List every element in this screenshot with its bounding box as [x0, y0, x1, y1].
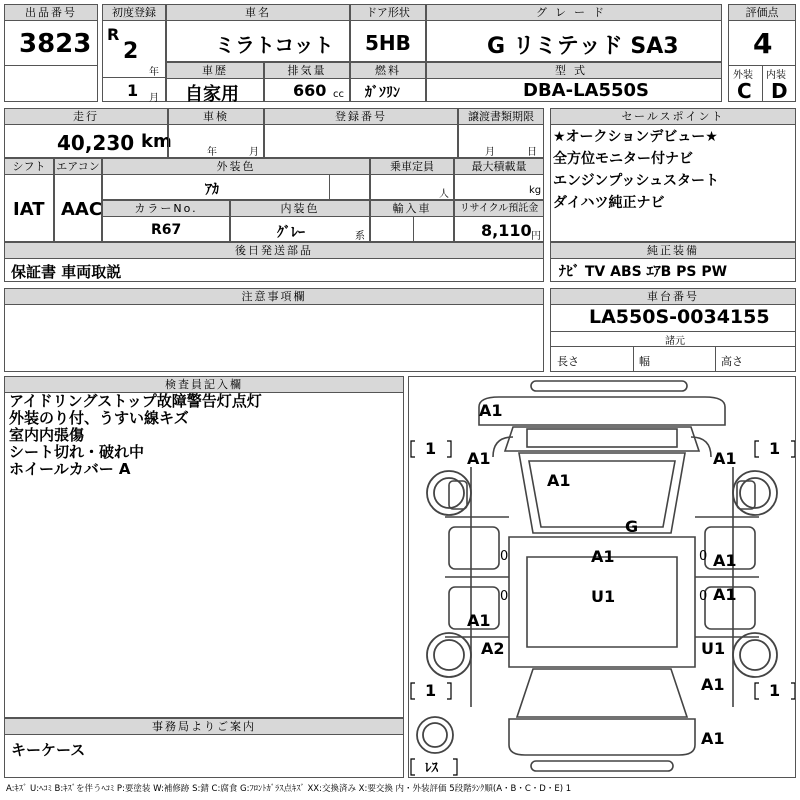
capacity-unit: 人: [439, 189, 449, 200]
damage-mark: A1: [479, 401, 503, 420]
car-name: ミラトコット: [215, 33, 334, 57]
inspector-note: ホイールカバー A: [9, 460, 131, 478]
damage-mark: A1: [701, 729, 725, 748]
lot-number: 3823: [19, 29, 92, 59]
history-box: [166, 62, 264, 105]
chassis-number: LA550S-0034155: [589, 306, 770, 328]
first-reg-label: 初度登録: [103, 5, 165, 21]
displacement: 660: [293, 81, 327, 100]
color-no-label: カラーNo.: [103, 201, 229, 217]
lot-label: 出品番号: [5, 5, 97, 21]
tire-value: 1: [769, 681, 781, 700]
color-no: R67: [151, 222, 182, 238]
chassis-label: 車台番号: [551, 289, 795, 305]
sales-point: ダイハツ純正ナビ: [553, 195, 665, 211]
damage-mark: A1: [701, 675, 725, 694]
displacement-box: [264, 62, 350, 102]
recycle: 8,110: [481, 221, 532, 240]
int-color-label: 内装色: [231, 201, 369, 217]
transfer-label: 譲渡書類期限: [459, 109, 543, 125]
cc-unit: cc: [333, 89, 344, 100]
tire-value: 1: [425, 439, 437, 458]
damage-mark: A1: [591, 547, 615, 566]
later-parts-label: 後日発送部品: [5, 243, 543, 259]
transfer-day-unit: 日: [527, 147, 537, 158]
damage-mark: A1: [467, 449, 491, 468]
model-type-label: 型式: [427, 63, 721, 79]
aircon-box: [54, 158, 102, 242]
car-name-label: 車名: [167, 5, 349, 21]
yen-unit: 円: [531, 231, 541, 242]
door-label: ドア形状: [351, 5, 425, 21]
damage-mark: A1: [467, 611, 491, 630]
grade: G リミテッド SA3: [487, 34, 679, 59]
recycle-label: リサイクル預託金: [455, 201, 543, 217]
reg-no-box: [264, 108, 458, 158]
model-type-box: [426, 62, 722, 102]
model-type: DBA-LA550S: [523, 80, 649, 101]
first-reg-box: [102, 4, 166, 102]
car-diagram: [408, 376, 796, 778]
km-unit: km: [141, 131, 172, 152]
damage-mark: G: [625, 517, 639, 536]
fuel-box: [350, 62, 426, 102]
transfer-box: [458, 108, 544, 158]
damage-mark: A1: [713, 449, 737, 468]
capacity-label: 乗車定員: [371, 159, 453, 175]
displacement-label: 排気量: [265, 63, 349, 79]
fuel-label: 燃料: [351, 63, 425, 79]
capacity-box: [370, 158, 454, 200]
car-name-box: [166, 4, 350, 62]
damage-mark: U1: [591, 587, 616, 606]
seat-mark: 0: [699, 589, 708, 604]
grade-box: [426, 4, 722, 62]
lot-box: [4, 4, 98, 102]
recycle-box: [454, 200, 544, 242]
transfer-month-unit: 月: [485, 147, 495, 158]
mileage-label: 走行: [5, 109, 167, 125]
inspector-label: 検査員記入欄: [5, 377, 403, 393]
later-parts: 保証書 車両取説: [11, 263, 122, 281]
damage-mark: A1: [713, 585, 737, 604]
int-color: ｸﾞﾚｰ: [277, 225, 305, 241]
damage-mark: A1: [547, 471, 571, 490]
shift: IAT: [13, 199, 45, 220]
insp-month-unit: 月: [249, 147, 259, 158]
equipment: ﾅﾋﾞ TV ABS ｴｱB PS PW: [559, 264, 728, 280]
ext-grade: C: [737, 79, 752, 103]
int-label: 内装: [766, 70, 786, 81]
door-type: 5HB: [365, 31, 411, 55]
int-color-box: [230, 200, 370, 242]
kg-unit: kg: [529, 185, 542, 196]
color-no-box: [102, 200, 230, 242]
grade-label: グレード: [427, 5, 721, 21]
sales-points-box: [550, 108, 796, 242]
insp-year-unit: 年: [207, 147, 217, 158]
legend: A:ｷｽﾞ U:ﾍｺﾐ B:ｷｽﾞを伴うﾍｺﾐ P:要塗装 W:補修跡 S:錆 C:腐食 G:ﾌﾛﾝﾄｶﾞﾗｽ点ｷｽﾞ XX:交換済み X:要交換 内・外装評価 5段階ﾗﾝｸ順(A・B・C・D・E) 1: [6, 784, 572, 794]
equipment-label: 純正装備: [551, 243, 795, 259]
era: R: [107, 25, 120, 44]
car-outline: [409, 377, 795, 777]
damage-mark: A2: [481, 639, 505, 658]
aircon-label: エアコン: [56, 160, 100, 173]
inspector-box: [4, 376, 404, 718]
office-label: 事務局よりご案内: [5, 719, 403, 735]
mileage-box: [4, 108, 172, 158]
int-color-suffix: 系: [355, 231, 365, 242]
seat-mark: 0: [500, 589, 509, 604]
ext-label: 外装: [733, 70, 753, 81]
score-box: [728, 4, 796, 102]
sales-point: 全方位モニター付ナビ: [553, 151, 693, 167]
inspection-box: [168, 108, 264, 158]
inspection-label: 車検: [169, 109, 263, 125]
year-unit: 年: [149, 67, 159, 78]
sales-point: ★オークションデビュー★: [553, 129, 718, 145]
fuel: ｶﾞｿﾘﾝ: [365, 85, 400, 101]
damage-mark: A1: [713, 551, 737, 570]
equipment-box: [550, 242, 796, 282]
shift-label: シフト: [5, 159, 53, 175]
height-label: 高さ: [721, 355, 743, 368]
import-label: 輸入車: [371, 201, 453, 217]
office-box: [4, 718, 404, 778]
reg-no-label: 登録番号: [265, 109, 457, 125]
int-grade: D: [771, 79, 788, 103]
ext-color-box: [102, 158, 370, 200]
later-parts-box: [4, 242, 544, 282]
chassis-box: [550, 288, 796, 372]
import-box: [370, 200, 454, 242]
score-label: 評価点: [729, 5, 795, 21]
inspector-note: 外装のり付、うすい線キズ: [9, 409, 189, 427]
office-note: キーケース: [11, 741, 86, 759]
reg-month: 1: [127, 81, 139, 100]
tire-value: 1: [769, 439, 781, 458]
inspector-note: シート切れ・破れ中: [9, 443, 145, 461]
inspector-note: 室内内張傷: [9, 426, 85, 444]
score: 4: [753, 27, 773, 60]
aircon: AAC: [61, 199, 103, 220]
mileage: 40,230: [57, 131, 135, 155]
spare-tire: ﾚｽ: [425, 761, 438, 776]
shift-box: [4, 158, 54, 242]
ext-color: ｱｶ: [205, 182, 219, 198]
notes-box: [4, 288, 544, 372]
ext-color-label: 外装色: [103, 159, 369, 175]
seat-mark: 0: [500, 549, 509, 564]
max-load-label: 最大積載量: [455, 159, 543, 175]
tire-value: 1: [425, 681, 437, 700]
sales-point: エンジンプッシュスタート: [553, 173, 720, 189]
inspector-note: アイドリングストップ故障警告灯点灯: [9, 392, 262, 410]
history-label: 車歴: [167, 63, 263, 79]
door-box: [350, 4, 426, 62]
reg-year: 2: [123, 39, 139, 64]
max-load-box: [454, 158, 544, 200]
history: 自家用: [185, 84, 239, 105]
width-label: 幅: [639, 355, 650, 368]
length-label: 長さ: [557, 355, 579, 368]
seat-mark: 0: [699, 549, 708, 564]
sales-points-label: セールスポイント: [551, 109, 795, 125]
month-unit: 月: [149, 93, 159, 104]
notes-label: 注意事項欄: [5, 289, 543, 305]
dimensions-label: 諸元: [665, 336, 685, 347]
damage-mark: U1: [701, 639, 726, 658]
